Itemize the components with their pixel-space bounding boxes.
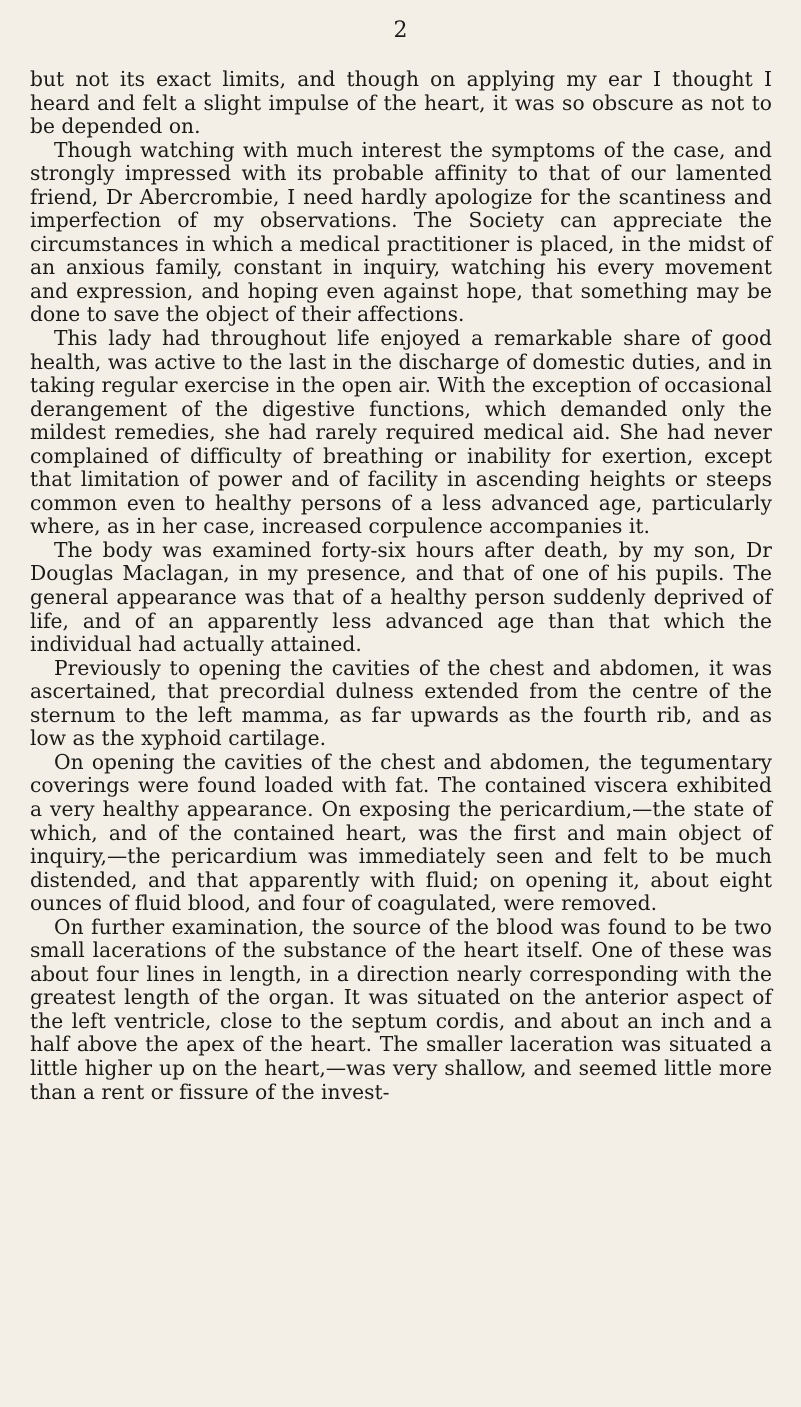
body-text — [30, 68, 772, 1104]
paragraph: but not its exact limits, and though on applying my ear I thought I heard and felt a slight impulse of the heart, it was so obscure as not to be depended on. — [30, 67, 772, 139]
paragraph: This lady had throughout life enjoyed a remarkable share of good health, was active to the last in the discharge of domestic duties, and in taking regular exercise in the open air. With the exception of occasional derangement of the digestive functions, which demanded only the mildest remedies, she had rarely required medical aid. She had never complained of difficulty of breathing or inability for exertion, except that limitation of power and of facility in ascending heights or steeps common even to healthy persons of a less advanced age, particularly where, as in her case, increased corpulence accompanies it. — [30, 326, 772, 539]
page-number: 2 — [393, 18, 408, 43]
paragraph: The body was examined forty-six hours after death, by my son, Dr Douglas Maclagan, in my presence, and that of one of his pupils. The general appearance was that of a healthy person suddenly deprived of life, and of an apparently less advanced age than that which the individual had actually attained. — [30, 537, 772, 657]
paragraph: On opening the cavities of the chest and abdomen, the tegumentary coverings were found loaded with fat. The contained viscera exhibited a very healthy appearance. On exposing the pericardium,—the state of which, and of the contained heart, was the first and main object of inquiry,—the pericardium was immediately seen and felt to be much distended, and that apparently with fluid; on opening it, about eight ounces of fluid blood, and four of coagulated, were removed. — [30, 749, 772, 916]
paragraph: Though watching with much interest the symptoms of the case, and strongly impressed with its probable affinity to that of our lamented friend, Dr Abercrombie, I need hardly apologize for the scantiness and imperfection of my observations. The Society can appreciate the circumstances in which a medical practitioner is placed, in the midst of an anxious family, constant in inquiry, watching his every movement and expression, and hoping even against hope, that something may be done to save the object of their affections. — [30, 137, 772, 327]
paragraph: Previously to opening the cavities of the chest and abdomen, it was ascertained, that precordial dulness extended from the centre of the sternum to the left mamma, as far upwards as the fourth rib, and as low as the xyphoid cartilage. — [30, 655, 772, 751]
paragraph: On further examination, the source of the blood was found to be two small lacerations of the substance of the heart itself. One of these was about four lines in length, in a direction nearly corresponding with the greatest length of the organ. It was situated on the anterior aspect of the left ventricle, close to the septum cordis, and about an inch and a half above the apex of the heart. The smaller laceration was situated a little higher up on the heart,—was very shallow, and seemed little more than a rent or fissure of the invest- — [30, 914, 772, 1104]
